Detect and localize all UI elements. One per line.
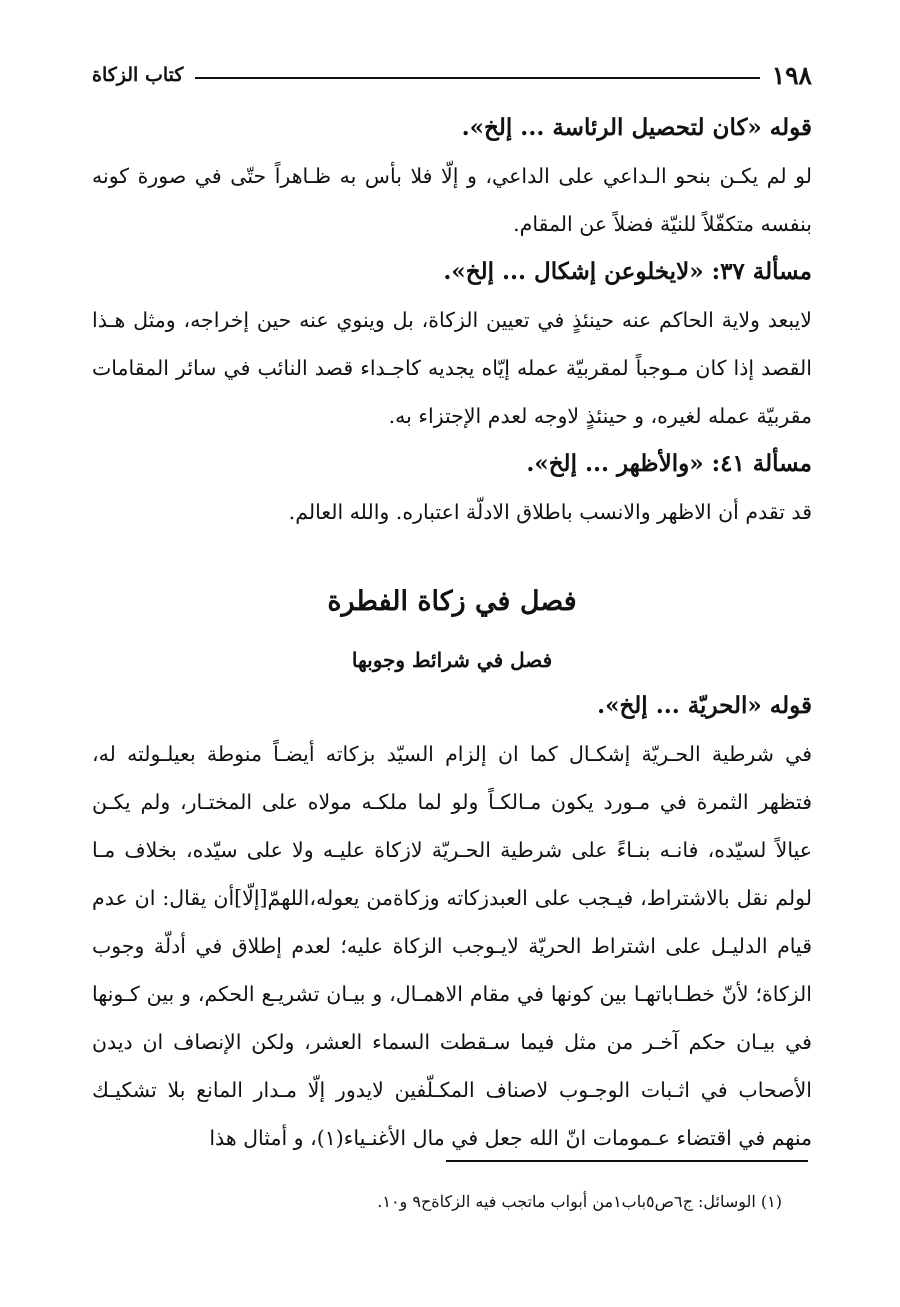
paragraph-4: في شرطية الحـريّة إشكـال كما ان إلزام السيّد بزكاته أيضـاً منوطة بعيلـولته له، فتظهر الثمرة في مـورد يكون مـالكـاً ولو لما ملكـه مولاه على المختـار، ولم يكـن عيالاً لسيّده، فانـه بنـاءً على شرطية الحـريّة لازكاة عليـه ولا على سيّده، بخلاف مـا لولم نقل بالاشتراط، فيـجب على العبدزكاته وزكاةمن يعوله،اللهمّ[إلّا]أن يقال: ان عدم قيام الدليـل على اشتراط الحريّة لايـوجب الزكاة عليه؛ لعدم إطلاق في أدلّة وجوب الزكاة؛ لأنّ خطـاباتهـا بين كونها في مقام الاهمـال، و بيـان تشريـع الحكم، و بين كـونها في بيـان حكم آخـر من مثل فيما سـقطت السماء العشر، ولكن الإنصاف ان ديدن الأصحاب في اثـبات الوجـوب لاصناف المكـلّفين لايدور إلّا مـدار المانع بلا تشكيـك منهم في اقتضاء عـمومات انّ الله جعل في مال الأغنـياء(١)، و أمثال هذا bbox=[92, 742, 812, 1150]
heading-issue-37: مسألة ٣٧: «لايخلوعن إشكال ... إلخ». bbox=[443, 258, 812, 285]
heading-issue-41: مسألة ٤١: «والأظهر ... إلخ». bbox=[526, 450, 812, 477]
heading-1: قوله «كان لتحصيل الرئاسة ... إلخ». bbox=[461, 114, 812, 141]
footnote-divider bbox=[446, 1160, 808, 1162]
subsection-title: فصل في شرائط وجوبها bbox=[351, 648, 553, 672]
paragraph-1: لو لم يكـن بنحو الـداعي على الداعي، و إلّا فلا بأس به ظـاهراً حتّى في صورة كونه بنفسه متكفّلاً للنيّة فضلاً عن المقام. bbox=[92, 164, 812, 236]
page-number: ١٩٨ bbox=[771, 60, 812, 90]
section-title: فصل في زكاة الفطرة bbox=[327, 586, 577, 617]
footnote: (١) الوسائل: ج٦ص٥باب١من أبواب ماتجب فيه الزكاةح٩ و١٠. bbox=[377, 1192, 782, 1211]
heading-freedom: قوله «الحريّة ... إلخ». bbox=[597, 692, 812, 719]
page-body bbox=[92, 104, 812, 1162]
paragraph-2: لايبعد ولاية الحاكم عنه حينئذٍ في تعيين الزكاة، بل وينوي عنه حين إخراجه، ومثل هـذا القصد إذا كان مـوجباً لمقربيّة عمله إيّاه يجديه كاجـداء قصد النائب في سائر المقامات مقربيّة عمله لغيره، و حينئذٍ لاوجه لعدم الإجتزاء به. bbox=[92, 308, 812, 428]
page-header bbox=[92, 58, 812, 92]
paragraph-3: قد تقدم أن الاظهر والانسب باطلاق الادلّة اعتباره. والله العالم. bbox=[288, 500, 812, 524]
header-rule bbox=[195, 77, 759, 79]
book-title: كتاب الزكاة bbox=[92, 64, 184, 86]
